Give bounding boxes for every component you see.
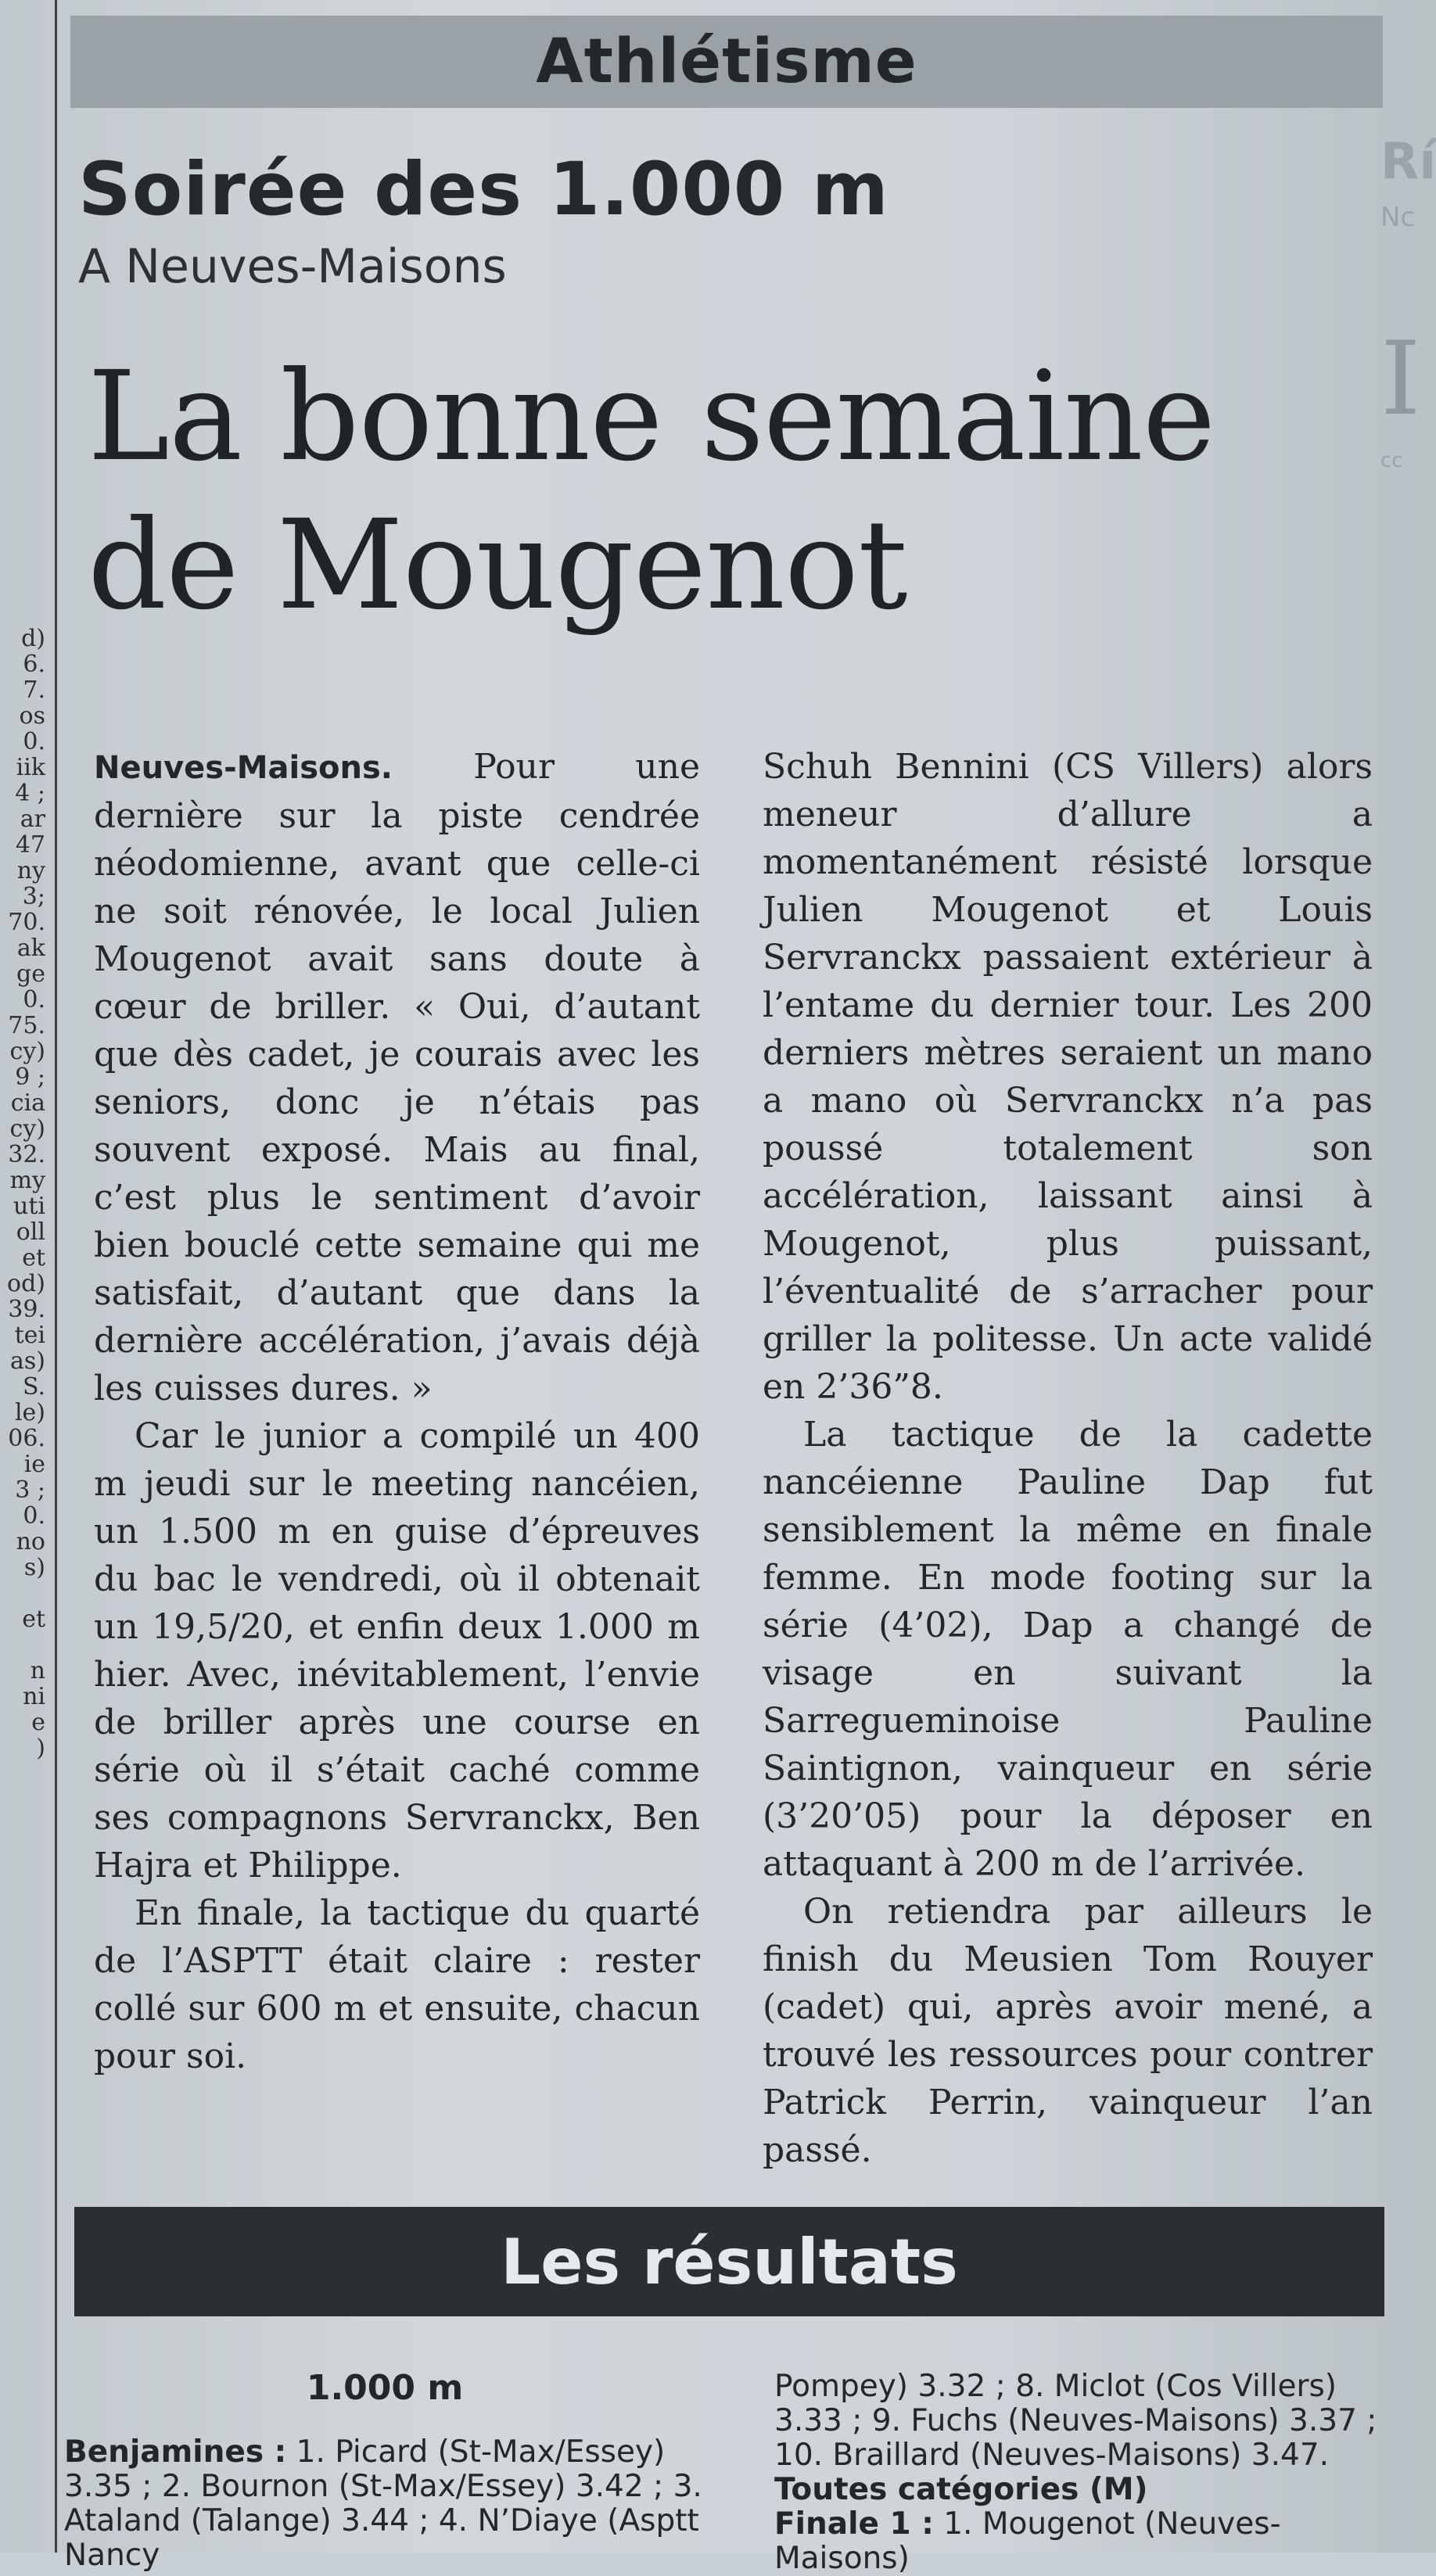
fragment-line: [0, 1632, 45, 1658]
fragment-line: cy): [9, 1039, 45, 1064]
fragment-line: 06.: [8, 1426, 45, 1451]
article-paragraph: On retiendra par ailleurs le finish du Meusien Tom Rouyer (cadet) qui, après avoir mené, a trouvé les ressources pour contrer Patrick Perrin, vainqueur l’an passé.: [763, 1892, 1373, 2170]
fragment-line: no: [16, 1529, 45, 1555]
fragment-line: S.: [22, 1374, 45, 1400]
column-divider: [55, 0, 57, 2553]
fragment-line: 0.: [23, 1503, 45, 1529]
results-event-title: 1.000 m: [306, 2368, 464, 2408]
fragment-line: ny: [16, 858, 45, 884]
fragment-line: cia: [10, 1090, 45, 1116]
section-header: Athlétisme: [536, 27, 917, 97]
fragment-line: ni: [23, 1684, 45, 1710]
fragment-line: as): [10, 1348, 45, 1374]
section-header-band: [70, 16, 1383, 108]
fragment-line: 6.: [23, 651, 45, 677]
fragment-line: od): [7, 1271, 45, 1297]
subkicker: A Neuves-Maisons: [78, 239, 507, 294]
fragment-line: ak: [16, 935, 45, 961]
ghost-fragment: Nc: [1380, 202, 1416, 233]
fragment-line: 4 ;: [15, 780, 45, 806]
fragment-line: le): [14, 1400, 45, 1426]
fragment-line: [0, 1580, 45, 1606]
fragment-line: et: [22, 1606, 45, 1632]
fragment-line: uti: [13, 1193, 45, 1219]
fragment-line: n: [30, 1658, 45, 1684]
fragment-line: oll: [16, 1219, 45, 1245]
fragment-line: 39.: [8, 1297, 45, 1322]
results-entry: [774, 2507, 1392, 2576]
fragment-line: ge: [16, 961, 45, 987]
ghost-fragment: cc: [1380, 449, 1403, 472]
fragment-line: 9 ;: [15, 1064, 45, 1090]
fragment-line: cy): [9, 1116, 45, 1142]
results-header-band: [74, 2207, 1384, 2316]
fragment-line: ie: [23, 1451, 45, 1477]
adjacent-column-fragments: [0, 626, 45, 1787]
fragment-line: 0.: [23, 729, 45, 755]
fragment-line: tei: [14, 1322, 45, 1348]
fragment-line: s): [23, 1555, 45, 1580]
fragment-line: os: [19, 703, 45, 729]
fragment-line: 3;: [22, 884, 45, 909]
fragment-line: [0, 1761, 45, 1787]
article-paragraph: Schuh Bennini (CS Villers) alors meneur d’allure a momentanément résisté lorsque Julien Mougenot et Louis Servranckx passaient extérieur à l’entame du dernier tour. Les 200 derniers mètres seraient un mano a mano où Servranckx n’a pas poussé totalement son accélération, laissant ainsi à Mougenot, plus puissant, l’éventualité de s’arracher pour griller la politesse. Un acte validé en 2’36”8.: [763, 747, 1373, 1407]
article-column-1: [94, 743, 700, 2080]
headline: La bonne semaine de Mougenot: [88, 345, 1215, 637]
fragment-line: e: [31, 1710, 45, 1735]
fragment-line: et: [22, 1245, 45, 1271]
kicker: Soirée des 1.000 m: [78, 147, 889, 232]
ghost-fragment: I: [1380, 319, 1421, 438]
article-column-2: [763, 743, 1373, 2174]
fragment-line: ): [36, 1735, 45, 1761]
fragment-line: 7.: [23, 677, 45, 703]
article-paragraph: La tactique de la cadette nancéienne Pauline Dap fut sensiblement la même en finale femme. En mode footing sur la série (4’02), Dap a changé de visage en suivant la Sarregueminoise Pauline Saintignon, vainqueur en série (3’20’05) pour la déposer en attaquant à 200 m de l’arrivée.: [763, 1415, 1373, 1884]
results-entry: Pompey) 3.32 ; 8. Miclot (Cos Villers) 3.33 ; 9. Fuchs (Neuves-Maisons) 3.37 ; 10. Braillard (Neuves-Maisons) 3.47.: [774, 2369, 1377, 2473]
article-paragraph: Car le junior a compilé un 400 m jeudi sur le meeting nancéien, un 1.500 m en guise d’épreuves du bac le vendredi, où il obtenait un 19,5/20, et enfin deux 1.000 m hier. Avec, inévitablement, l’envie de briller après une course en série où il s’était caché comme ses compagnons Servranckx, Ben Hajra et Philippe.: [94, 1416, 700, 1885]
paragraph-text: Pour une dernière sur la piste cendrée néodomienne, avant que celle-ci ne soit rénovée, le local Julien Mougenot avait sans doute à cœur de briller. « Oui, d’autant que dès cadet, je courais avec les seniors, donc je n’étais pas souvent exposé. Mais au final, c’est plus le sentiment d’avoir bien bouclé cette semaine qui me satisfait, d’autant que dans la dernière accélération, j’avais déjà les cuisses dures. »: [94, 747, 700, 1408]
adjacent-page-ghost-text: [1380, 133, 1436, 483]
results-column-2: [774, 2370, 1392, 2576]
results-text: 1. Picard (St-Max/Essey) 3.35 ; 2. Bournon (St-Max/Essey) 3.42 ; 3. Ataland (Talange) 3.44 ; 4. N’Diaye (Asptt Nancy: [64, 2434, 702, 2573]
ghost-fragment: Rí: [1380, 133, 1436, 191]
article-paragraph: En finale, la tactique du quarté de l’ASPTT était claire : rester collé sur 600 m et ensuite, chacun pour soi.: [94, 1893, 700, 2076]
fragment-line: 3 ;: [15, 1477, 45, 1503]
results-final-label: Finale 1 :: [774, 2506, 934, 2542]
fragment-line: 70.: [8, 909, 45, 935]
results-category: Benjamines :: [64, 2434, 287, 2470]
fragment-line: iik: [16, 755, 45, 780]
fragment-line: my: [9, 1168, 45, 1193]
results-header: Les résultats: [501, 2225, 958, 2298]
results-category: Toutes catégories (M): [774, 2472, 1148, 2507]
fragment-line: 32.: [8, 1142, 45, 1168]
dateline: Neuves-Maisons.: [94, 750, 393, 786]
fragment-line: 75.: [8, 1013, 45, 1039]
results-column-1: [64, 2368, 705, 2573]
fragment-line: d): [21, 626, 45, 651]
article-paragraph: [94, 743, 700, 1412]
fragment-line: 0.: [23, 987, 45, 1013]
fragment-line: ar: [20, 806, 45, 832]
results-text: 1. Mougenot (Neuves-Maisons): [774, 2506, 1281, 2576]
fragment-line: 47: [15, 832, 45, 858]
